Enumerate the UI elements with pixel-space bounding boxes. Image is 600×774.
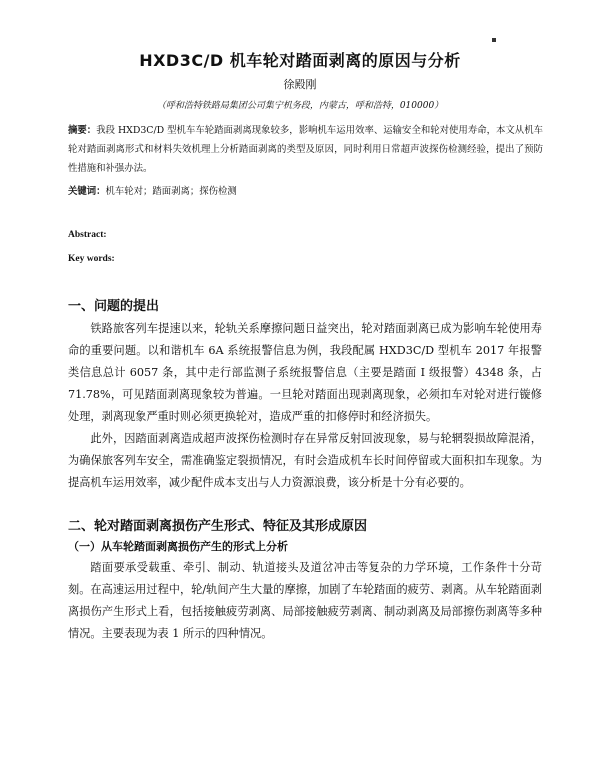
section-heading-1: 一、问题的提出 <box>68 299 160 314</box>
author-affiliation: （呼和浩特铁路局集团公司集宁机务段，内蒙古，呼和浩特，010000） <box>156 101 444 111</box>
subsection-2-1-paragraph-1: 踏面要承受载重、牵引、制动、轨道接头及道岔冲击等复杂的力学环境，工作条件十分苛刻。在高速运用过程中，轮/轨间产生大量的摩擦，加剧了车轮踏面的疲劳、剥离。从车轮踏面剥离损伤产生形式上看，包括接触疲劳剥离、局部接触疲劳剥离、制动剥离及局部擦伤剥离等多种情况。主要表现为表 1 所示的四种情况。 <box>68 561 542 640</box>
keywords-zh-label: 关键词： <box>68 186 106 197</box>
section-1-paragraph-1: 铁路旅客列车提速以来，轮轨关系摩擦问题日益突出，轮对踏面剥离已成为影响车轮使用寿命的重要问题。以和谐机车 6A 系统报警信息为例，我段配属 HXD3C/D 型机车 2017 年报警类信息总计 6057 条，其中走行部监测子系统报警信息（主要是踏面 I 级报警）4348 条，占 71.78%，可见踏面剥离现象较为普遍。一旦轮对踏面出现剥离现象，必须扣车对轮对进行镟修处理，剥离现象严重时则必须更换轮对，造成严重的扣修停时和经济损失。 <box>68 322 542 423</box>
paper-title: HXD3C/D 机车轮对踏面剥离的原因与分析 <box>139 51 461 70</box>
section-1-paragraph-2: 此外，因踏面剥离造成超声波探伤检测时存在异常反射回波现象，易与轮辋裂损故障混淆，为确保旅客列车安全，需准确鉴定裂损情况，有时会造成机车长时间停留或大面积扣车现象。为提高机车运用效率，减少配件成本支出与人力资源浪费，该分析是十分有必要的。 <box>68 432 542 489</box>
section-heading-2: 二、轮对踏面剥离损伤产生形式、特征及其形成原因 <box>68 519 368 534</box>
abstract-zh-label: 摘要： <box>68 125 97 136</box>
abstract-zh-text: 我段 HXD3C/D 型机车车轮踏面剥离现象较多，影响机车运用效率、运输安全和轮对使用寿命，本文从机车轮对踏面剥离形式和材料失效机理上分析踏面剥离的类型及原因，同时利用日常超声波探伤检测经验，提出了预防性措施和补强办法。 <box>68 125 543 174</box>
abstract-zh <box>68 121 543 178</box>
scan-mark <box>492 38 496 42</box>
abstract-en-label: Abstract: <box>68 230 107 240</box>
keywords-zh <box>68 182 543 201</box>
subsection-heading-2-1: （一）从车轮踏面剥离损伤产生的形式上分析 <box>68 540 288 553</box>
author-name: 徐殿刚 <box>283 78 317 91</box>
keywords-en-label: Key words: <box>68 254 115 264</box>
keywords-zh-text: 机车轮对；踏面剥离；探伤检测 <box>105 186 237 197</box>
